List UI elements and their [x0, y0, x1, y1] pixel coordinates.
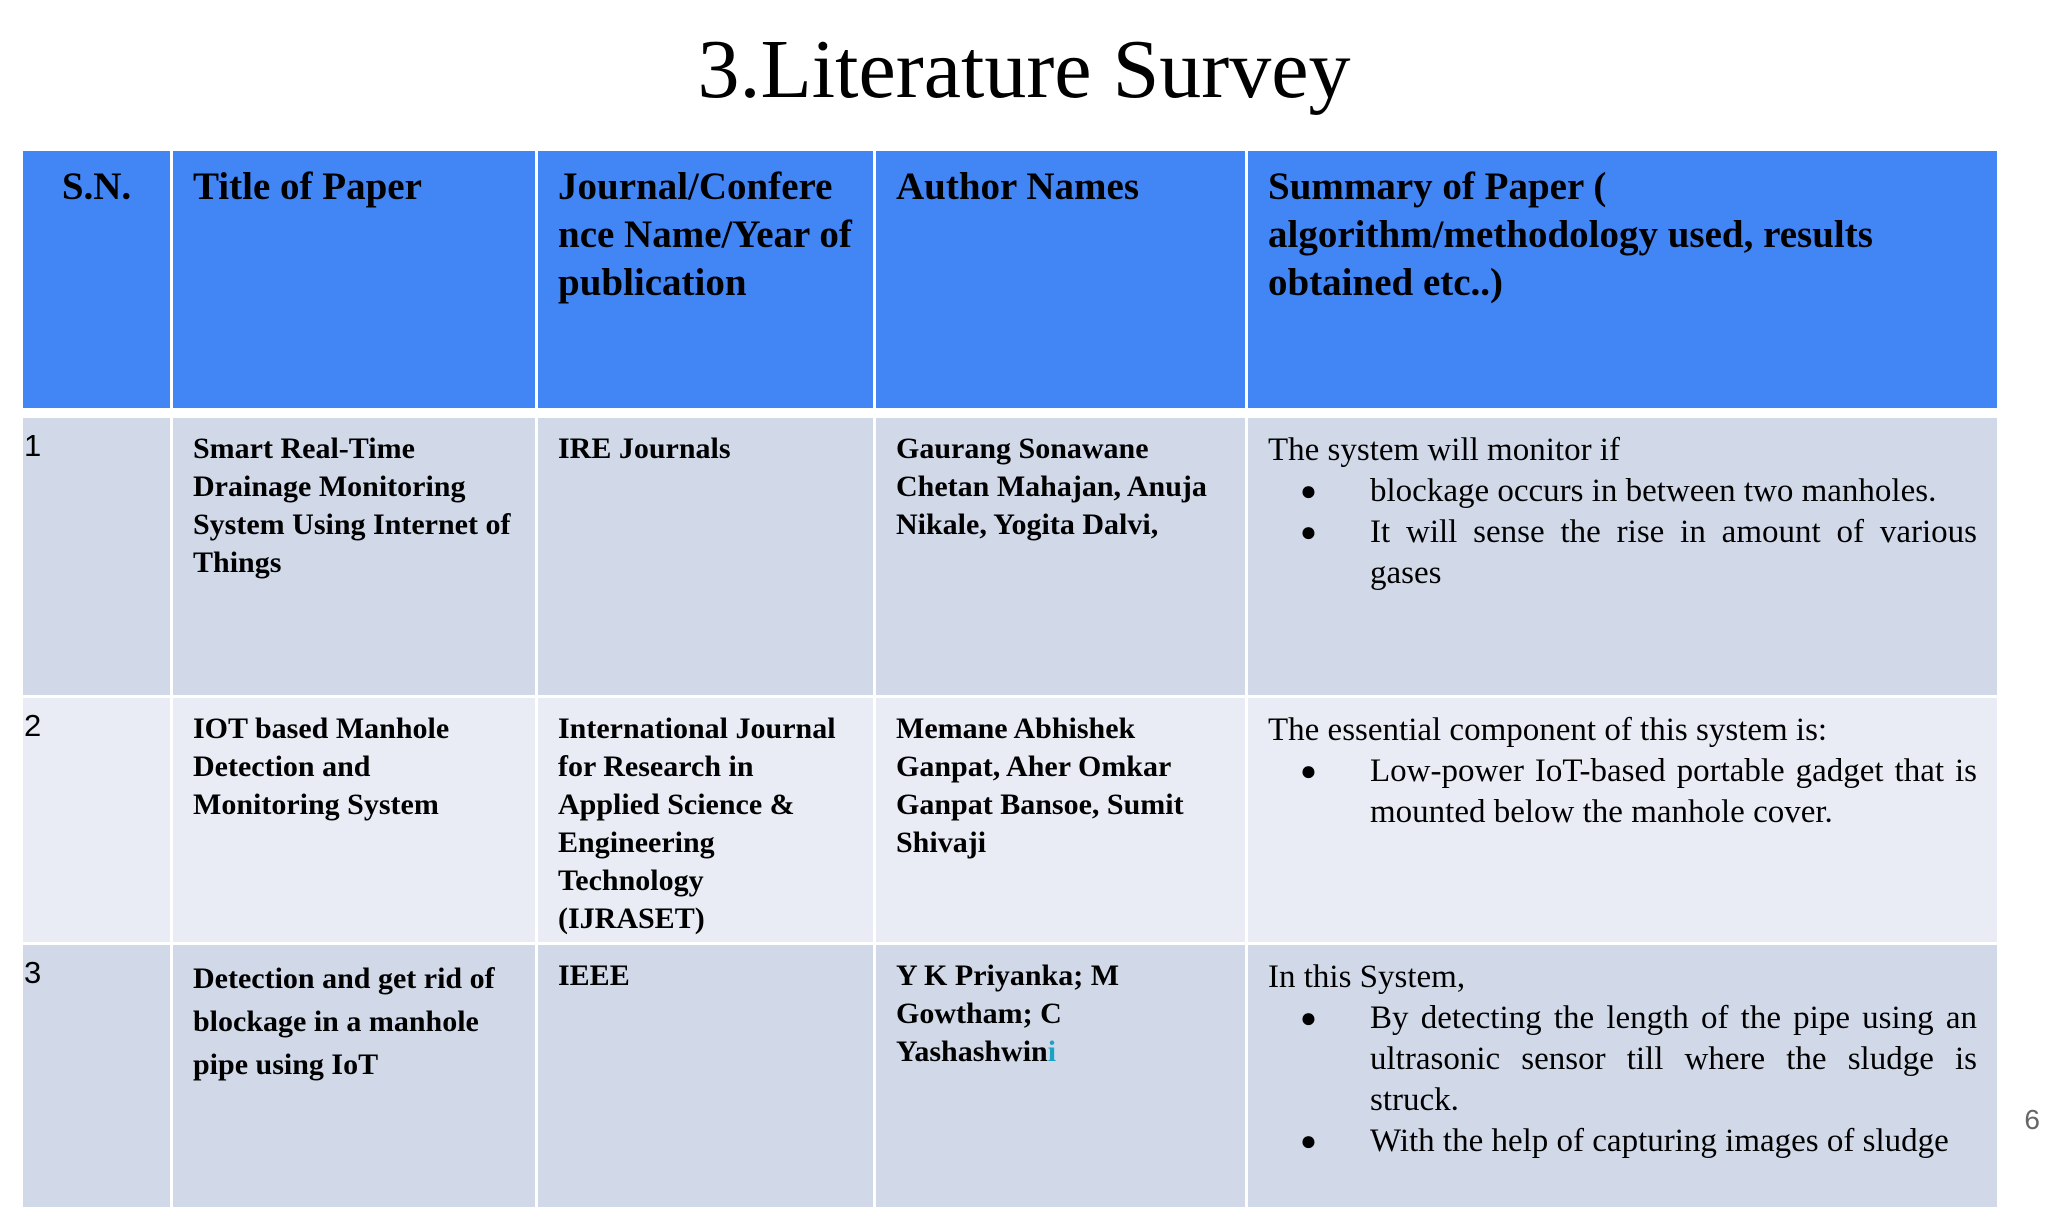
- header-authors: Author Names: [875, 150, 1247, 410]
- header-sn: S.N.: [22, 150, 172, 410]
- table-row: [22, 697, 1999, 944]
- row-summary: [1247, 944, 1999, 1209]
- header-summary: Summary of Paper ( algorithm/methodology used, results obtained etc..): [1247, 150, 1999, 410]
- page-number: 6: [2024, 1104, 2040, 1135]
- bullet-icon: ●: [1300, 476, 1317, 507]
- row-sn: 3: [22, 944, 172, 1209]
- list-item: ● With the help of capturing images of sludge: [1268, 1121, 1977, 1162]
- header-title: Title of Paper: [172, 150, 537, 410]
- summary-list: [1268, 751, 1977, 833]
- header-journal: Journal/Confere nce Name/Year of publication: [537, 150, 875, 410]
- list-item: ● It will sense the rise in amount of various gases: [1300, 514, 1977, 591]
- row-sn: 1: [22, 417, 172, 697]
- row-title: IOT based Manhole Detection and Monitoring System: [172, 697, 537, 944]
- summary-intro: The essential component of this system is:: [1268, 712, 1828, 748]
- row-title: Smart Real-Time Drainage Monitoring System Using Internet of Things: [172, 417, 537, 697]
- summary-list: [1268, 998, 1977, 1162]
- bullet-icon: ●: [1300, 756, 1317, 787]
- table-row: [22, 944, 1999, 1209]
- literature-survey-table: [20, 148, 2000, 1210]
- row-summary: [1247, 697, 1999, 944]
- row-summary: [1247, 417, 1999, 697]
- bullet-icon: ●: [1300, 1126, 1317, 1157]
- row-authors: Y K Priyanka; M Gowtham; C Yashashwini: [875, 944, 1247, 1209]
- bullet-icon: ●: [1300, 517, 1317, 548]
- list-item: ● By detecting the length of the pipe using an ultrasonic sensor till where the sludge is struck.: [1300, 1000, 1977, 1118]
- row-authors: Memane Abhishek Ganpat, Aher Omkar Ganpat Bansoe, Sumit Shivaji: [875, 697, 1247, 944]
- table-row: [22, 417, 1999, 697]
- row-journal: IRE Journals: [537, 417, 875, 697]
- row-journal: International Journal for Research in Applied Science & Engineering Technology (IJRASET): [537, 697, 875, 944]
- row-sn: 2: [22, 697, 172, 944]
- slide-title: 3.Literature Survey: [697, 23, 1351, 116]
- summary-list: [1268, 471, 1977, 594]
- row-journal: IEEE: [537, 944, 875, 1209]
- row-title: Detection and get rid of blockage in a manhole pipe using IoT: [172, 944, 537, 1209]
- table-header-row: [22, 150, 1999, 410]
- summary-intro: In this System,: [1268, 959, 1466, 995]
- bullet-icon: ●: [1300, 1003, 1317, 1034]
- list-item: ● Low-power IoT-based portable gadget that is mounted below the manhole cover.: [1300, 753, 1977, 830]
- summary-intro: The system will monitor if: [1268, 432, 1620, 468]
- list-item: ● blockage occurs in between two manholes.: [1268, 471, 1977, 512]
- row-authors: Gaurang Sonawane Chetan Mahajan, Anuja Nikale, Yogita Dalvi,: [875, 417, 1247, 697]
